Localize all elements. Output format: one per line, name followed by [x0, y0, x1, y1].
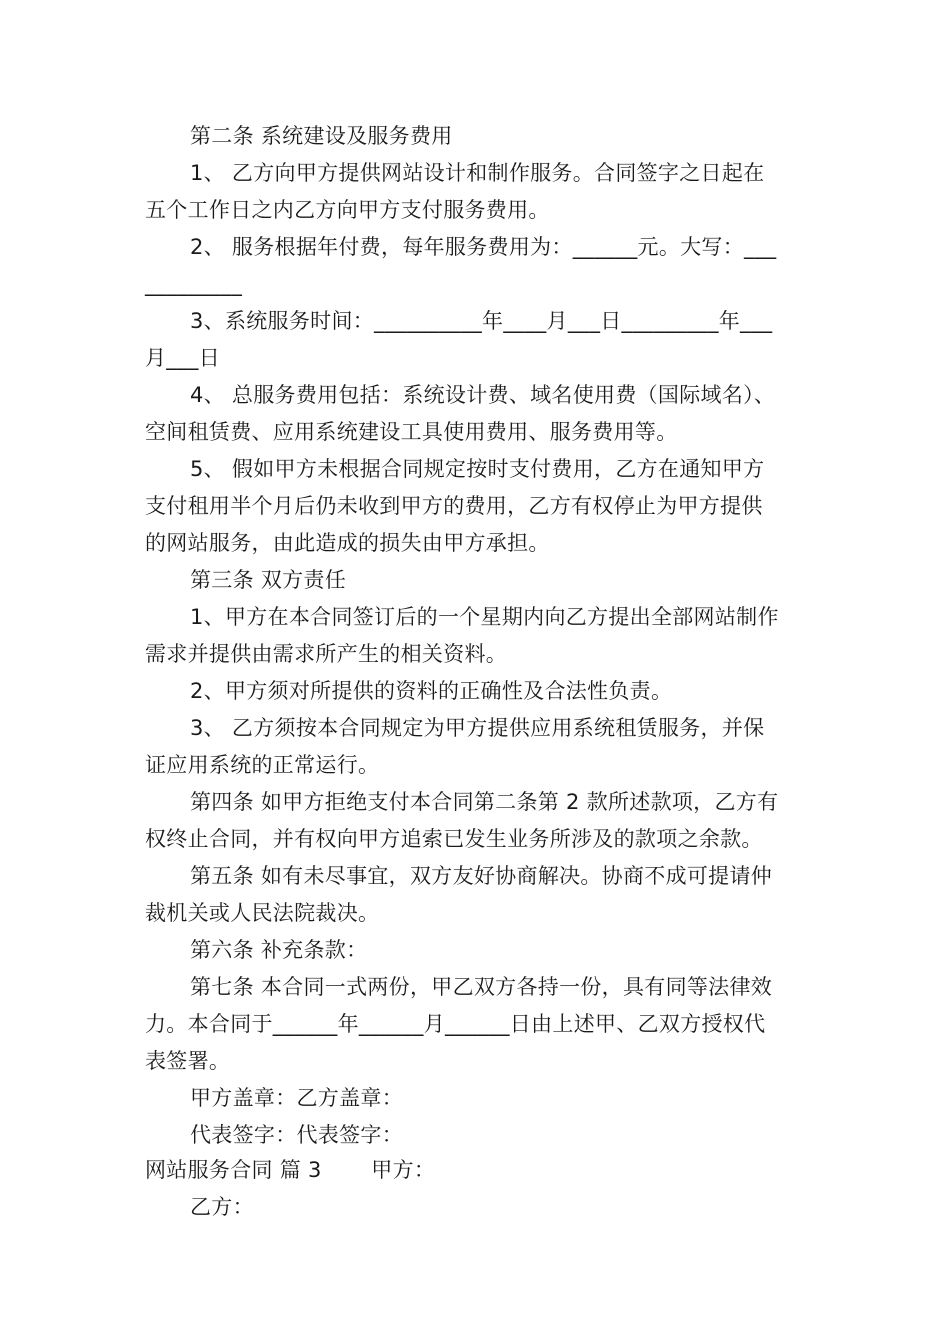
text-line: 五个工作日之内乙方向甲方支付服务费用。 [145, 198, 550, 222]
text-line: _________ [145, 272, 243, 296]
text-line: 权终止合同，并有权向甲方追索已发生业务所涉及的款项之余款。 [145, 827, 763, 851]
contract-section-heading: 网站服务合同 篇 3 甲方： [145, 1158, 436, 1182]
text-line: 空间租赁费、应用系统建设工具使用费用、服务费用等。 [145, 420, 678, 444]
text-line: 表签署。 [145, 1049, 231, 1073]
article-4-text: 第四条 如甲方拒绝支付本合同第二条第 2 款所述款项，乙方有 [190, 790, 779, 814]
text-line: 2、 服务根据年付费，每年服务费用为：______元。大写：___ [190, 235, 777, 259]
party-b-line: 乙方： [190, 1195, 254, 1219]
signature-line: 代表签字：代表签字： [190, 1123, 403, 1147]
text-line: 裁机关或人民法院裁决。 [145, 901, 380, 925]
article-5-text: 第五条 如有未尽事宜，双方友好协商解决。协商不成可提请仲 [190, 864, 773, 888]
text-line: 2、甲方须对所提供的资料的正确性及合法性负责。 [190, 679, 673, 703]
text-line: 5、 假如甲方未根据合同规定按时支付费用，乙方在通知甲方 [190, 457, 765, 481]
article-2-heading: 第二条 系统建设及服务费用 [190, 124, 453, 148]
seal-line: 甲方盖章：乙方盖章： [190, 1086, 403, 1110]
text-line: 支付租用半个月后仍未收到甲方的费用，乙方有权停止为甲方提供 [145, 494, 763, 518]
text-line: 1、 乙方向甲方提供网站设计和制作服务。合同签字之日起在 [190, 161, 765, 185]
text-line: 月___日 [145, 346, 220, 370]
article-3-heading: 第三条 双方责任 [190, 568, 347, 592]
text-line: 证应用系统的正常运行。 [145, 753, 380, 777]
article-7-text: 第七条 本合同一式两份，甲乙双方各持一份，具有同等法律效 [190, 975, 773, 999]
text-line: 3、 乙方须按本合同规定为甲方提供应用系统租赁服务，并保 [190, 716, 765, 740]
article-6-text: 第六条 补充条款： [190, 938, 368, 962]
text-line: 1、甲方在本合同签订后的一个星期内向乙方提出全部网站制作 [190, 605, 779, 629]
text-line: 需求并提供由需求所产生的相关资料。 [145, 642, 508, 666]
text-line: 3、系统服务时间：__________年____月___日_________年___ [190, 309, 773, 333]
text-line: 力。本合同于______年______月______日由上述甲、乙双方授权代 [145, 1012, 766, 1036]
text-line: 4、 总服务费用包括：系统设计费、域名使用费（国际域名）、 [190, 383, 776, 407]
text-line: 的网站服务，由此造成的损失由甲方承担。 [145, 531, 550, 555]
